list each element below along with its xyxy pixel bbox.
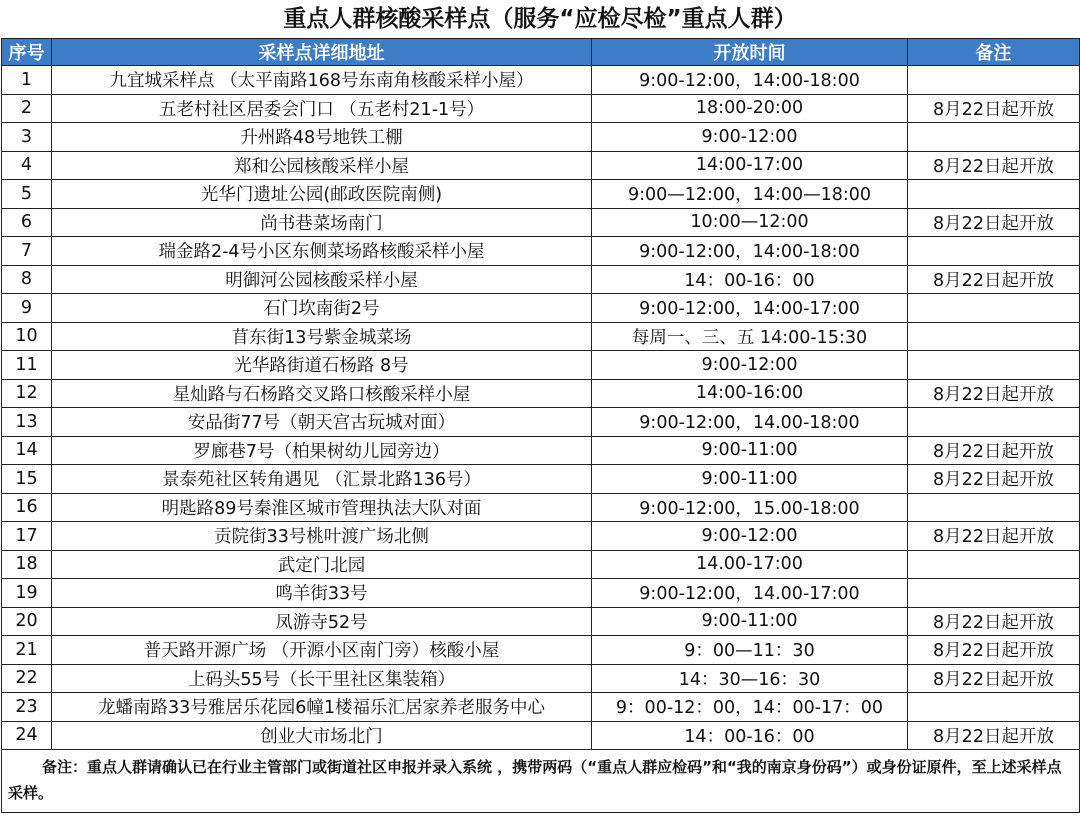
cell-address: 明匙路89号秦淮区城市管理执法大队对面 (52, 493, 592, 522)
cell-remark: 8月22日起开放 (908, 522, 1080, 551)
cell-address: 光华门遗址公园(邮政医院南侧) (52, 180, 592, 209)
table-row (2, 636, 1080, 665)
cell-hours: 14：30—16：30 (592, 664, 908, 693)
header-remark: 备注 (908, 39, 1080, 66)
cell-address: 上码头55号（长干里社区集装箱） (52, 664, 592, 693)
cell-no: 15 (2, 465, 52, 494)
cell-no: 21 (2, 636, 52, 665)
cell-remark (908, 493, 1080, 522)
cell-remark (908, 550, 1080, 579)
table-row (2, 208, 1080, 237)
cell-address: 武定门北园 (52, 550, 592, 579)
cell-address: 光华路街道石杨路 8号 (52, 351, 592, 380)
cell-address: 凤游寺52号 (52, 607, 592, 636)
table-row (2, 579, 1080, 608)
table-row (2, 493, 1080, 522)
table-row (2, 322, 1080, 351)
cell-no: 24 (2, 721, 52, 750)
cell-hours: 9：00-12：00，14：00-17：00 (592, 693, 908, 722)
cell-remark: 8月22日起开放 (908, 151, 1080, 180)
cell-address: 石门坎南街2号 (52, 294, 592, 323)
cell-remark (908, 408, 1080, 437)
cell-address: 罗廊巷7号（柏果树幼儿园旁边） (52, 436, 592, 465)
table-row (2, 693, 1080, 722)
cell-no: 16 (2, 493, 52, 522)
table-row (2, 351, 1080, 380)
cell-remark (908, 579, 1080, 608)
table-row (2, 522, 1080, 551)
cell-no: 9 (2, 294, 52, 323)
table-row (2, 607, 1080, 636)
cell-remark: 8月22日起开放 (908, 265, 1080, 294)
table-row (2, 379, 1080, 408)
cell-hours: 9:00-12:00，14:00-18:00 (592, 237, 908, 266)
table-row (2, 465, 1080, 494)
cell-hours: 9:00-12:00，14:00-18:00 (592, 66, 908, 95)
cell-no: 2 (2, 94, 52, 123)
cell-hours: 9:00-12:00，14.00-18:00 (592, 408, 908, 437)
header-no: 序号 (2, 39, 52, 66)
table-row (2, 237, 1080, 266)
cell-no: 20 (2, 607, 52, 636)
table-row (2, 721, 1080, 750)
cell-remark (908, 237, 1080, 266)
cell-remark: 8月22日起开放 (908, 94, 1080, 123)
cell-address: 五老村社区居委会门口 （五老村21-1号） (52, 94, 592, 123)
cell-hours: 9:00-11:00 (592, 465, 908, 494)
note-text: 备注：重点人群请确认已在行业主管部门或街道社区申报并录入系统 ，携带两码（“重点人群应检码”和“我的南京身份码”）或身份证原件，至上述采样点采样。 (8, 758, 1062, 802)
cell-address: 瑞金路2-4号小区东侧菜场路核酸采样小屋 (52, 237, 592, 266)
table-row (2, 123, 1080, 152)
cell-remark (908, 294, 1080, 323)
cell-remark: 8月22日起开放 (908, 436, 1080, 465)
cell-remark: 8月22日起开放 (908, 208, 1080, 237)
table-row (2, 66, 1080, 95)
sampling-sites-table (1, 38, 1080, 813)
table-row (2, 94, 1080, 123)
cell-no: 1 (2, 66, 52, 95)
table-row (2, 151, 1080, 180)
cell-remark (908, 322, 1080, 351)
cell-no: 4 (2, 151, 52, 180)
cell-no: 3 (2, 123, 52, 152)
cell-hours: 14：00-16：00 (592, 721, 908, 750)
cell-no: 5 (2, 180, 52, 209)
table-row (2, 265, 1080, 294)
cell-remark: 8月22日起开放 (908, 721, 1080, 750)
cell-hours: 9:00-12:00，14:00-17:00 (592, 294, 908, 323)
cell-no: 22 (2, 664, 52, 693)
cell-no: 23 (2, 693, 52, 722)
cell-remark: 8月22日起开放 (908, 636, 1080, 665)
cell-hours: 14：00-16：00 (592, 265, 908, 294)
cell-hours: 14.00-17:00 (592, 550, 908, 579)
cell-hours: 14:00-16:00 (592, 379, 908, 408)
cell-hours: 9:00-12:00 (592, 123, 908, 152)
cell-hours: 10:00—12:00 (592, 208, 908, 237)
cell-address: 明御河公园核酸采样小屋 (52, 265, 592, 294)
cell-remark: 8月22日起开放 (908, 465, 1080, 494)
cell-address: 星灿路与石杨路交叉路口核酸采样小屋 (52, 379, 592, 408)
cell-address: 安品街77号（朝天宫古玩城对面） (52, 408, 592, 437)
cell-no: 14 (2, 436, 52, 465)
header-address: 采样点详细地址 (52, 39, 592, 66)
cell-no: 8 (2, 265, 52, 294)
cell-remark: 8月22日起开放 (908, 379, 1080, 408)
cell-no: 19 (2, 579, 52, 608)
cell-remark (908, 66, 1080, 95)
cell-address: 贡院街33号桃叶渡广场北侧 (52, 522, 592, 551)
table-row (2, 408, 1080, 437)
cell-address: 苜东街13号紫金城菜场 (52, 322, 592, 351)
cell-address: 尚书巷菜场南门 (52, 208, 592, 237)
cell-remark: 8月22日起开放 (908, 664, 1080, 693)
table-header-row (2, 39, 1080, 66)
table-row (2, 294, 1080, 323)
cell-no: 11 (2, 351, 52, 380)
cell-no: 17 (2, 522, 52, 551)
cell-address: 升州路48号地铁工棚 (52, 123, 592, 152)
cell-hours: 9:00-12:00，15.00-18:00 (592, 493, 908, 522)
cell-hours: 9：00—11：30 (592, 636, 908, 665)
cell-hours: 9:00—12:00，14:00—18:00 (592, 180, 908, 209)
cell-address: 郑和公园核酸采样小屋 (52, 151, 592, 180)
cell-hours: 9:00-11:00 (592, 436, 908, 465)
table-row (2, 180, 1080, 209)
cell-remark: 8月22日起开放 (908, 607, 1080, 636)
header-hours: 开放时间 (592, 39, 908, 66)
cell-address: 普天路开源广场 （开源小区南门旁）核酸小屋 (52, 636, 592, 665)
note-row (2, 750, 1080, 813)
cell-remark (908, 351, 1080, 380)
table-row (2, 436, 1080, 465)
table-row (2, 664, 1080, 693)
cell-address: 景泰苑社区转角遇见 （汇景北路136号） (52, 465, 592, 494)
cell-address: 创业大市场北门 (52, 721, 592, 750)
cell-no: 7 (2, 237, 52, 266)
cell-no: 13 (2, 408, 52, 437)
cell-no: 6 (2, 208, 52, 237)
cell-hours: 14:00-17:00 (592, 151, 908, 180)
cell-hours: 18:00-20:00 (592, 94, 908, 123)
cell-remark (908, 693, 1080, 722)
cell-address: 龙蟠南路33号雅居乐花园6幢1楼福乐汇居家养老服务中心 (52, 693, 592, 722)
table-row (2, 550, 1080, 579)
cell-remark (908, 180, 1080, 209)
cell-no: 12 (2, 379, 52, 408)
page-title: 重点人群核酸采样点（服务“应检尽检”重点人群） (283, 6, 797, 32)
cell-hours: 9:00-12:00，14.00-17:00 (592, 579, 908, 608)
note-cell (2, 750, 1080, 813)
cell-hours: 9:00-12:00 (592, 351, 908, 380)
cell-address: 九宜城采样点 （太平南路168号东南角核酸采样小屋） (52, 66, 592, 95)
cell-hours: 9:00-11:00 (592, 607, 908, 636)
cell-no: 18 (2, 550, 52, 579)
table-body (2, 66, 1080, 750)
cell-address: 鸣羊街33号 (52, 579, 592, 608)
cell-hours: 9:00-12:00 (592, 522, 908, 551)
cell-hours: 每周一、三、五 14:00-15:30 (592, 322, 908, 351)
cell-remark (908, 123, 1080, 152)
cell-no: 10 (2, 322, 52, 351)
